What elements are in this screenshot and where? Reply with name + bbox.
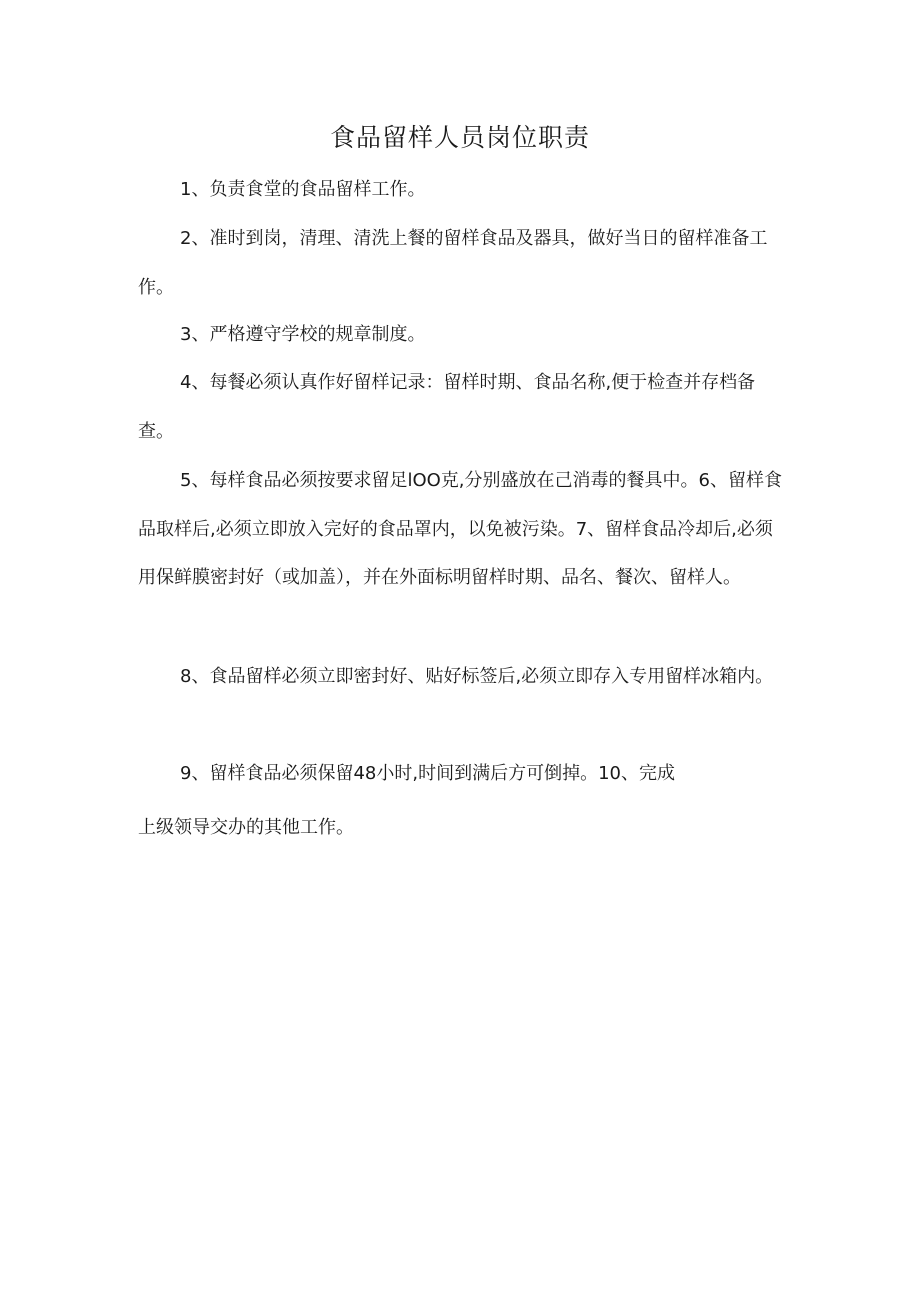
document-title: 食品留样人员岗位职责 (329, 123, 590, 152)
duty-item-4: 4、每餐必须认真作好留样记录：留样时期、食品名称,便于检查并存档备查。 (138, 372, 756, 442)
duty-item-1: 1、负责食堂的食品留样工作。 (180, 179, 426, 200)
duty-item-2: 2、准时到岗，清理、清洗上餐的留样食品及器具，做好当日的留样准备工作。 (138, 228, 768, 298)
duty-item-10-continuation: 上级领导交办的其他工作。 (138, 817, 354, 838)
duty-item-8: 8、食品留样必须立即密封好、贴好标签后,必须立即存入专用留样冰箱内。 (180, 666, 774, 687)
duty-item-3: 3、严格遵守学校的规章制度。 (180, 324, 426, 345)
duty-item-9-10: 9、留样食品必须保留48小时,时间到满后方可倒掉。10、完成 (180, 763, 675, 784)
duty-item-5-7: 5、每样食品必须按要求留足lOO克,分别盛放在己消毒的餐具中。6、留样食品取样后,必须立即放入完好的食品罩内，以免被污染。7、留样食品冷却后,必须用保鲜膜密封好（或加盖），并在外面标明留样时期、品名、餐次、留样人。 (138, 470, 782, 588)
